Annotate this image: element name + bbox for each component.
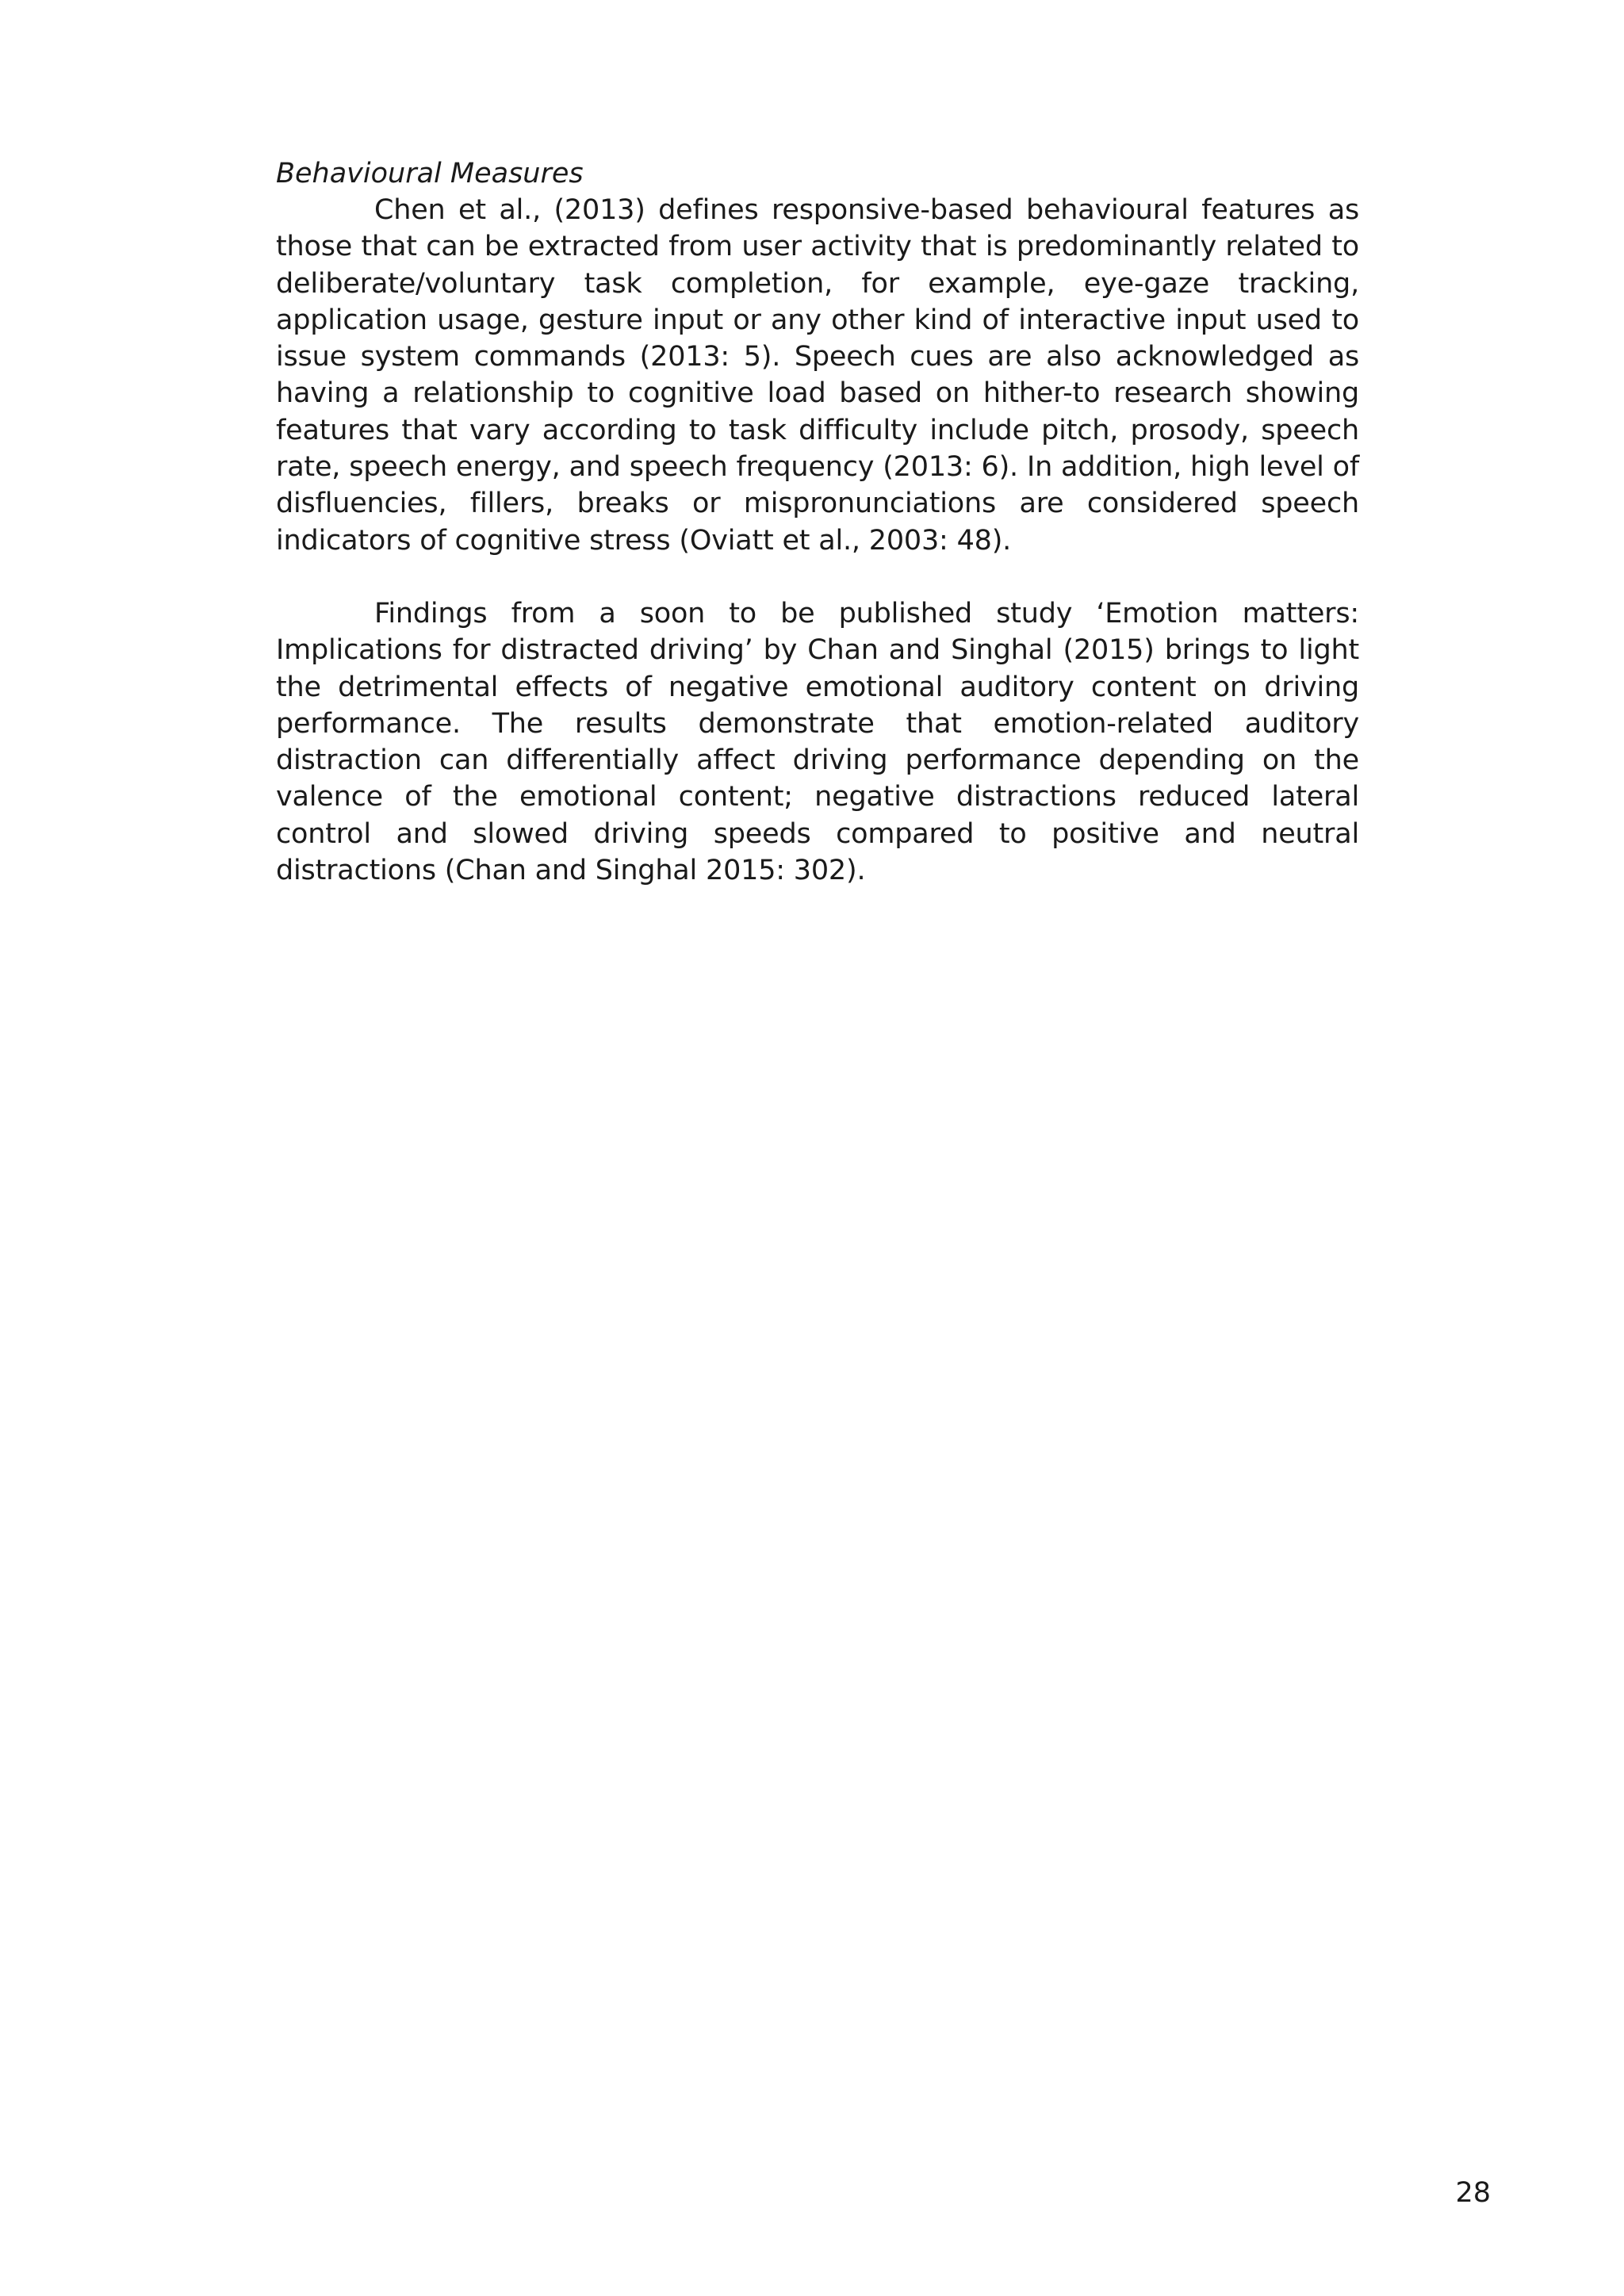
section-heading: Behavioural Measures	[276, 158, 584, 189]
page-number: 28	[1455, 2177, 1491, 2209]
page-body	[276, 155, 1359, 889]
paragraph-emotion-findings: Findings from a soon to be published study ‘Emotion matters: Implications for distracted driving’ by Chan and Singhal (2015) brings to light the detrimental effects of negative emotional auditory content on driving performance. The results demonstrate that emotion-related auditory distraction can differentially affect driving performance depending on the valence of the emotional content; negative distractions reduced lateral control and slowed driving speeds compared to positive and neutral distractions (Chan and Singhal 2015: 302).	[276, 597, 1359, 887]
paragraph-behavioural-features: Chen et al., (2013) defines responsive-based behavioural features as those that can be extracted from user activity that is predominantly related to deliberate/voluntary task completion, for example, eye-gaze tracking, application usage, gesture input or any other kind of interactive input used to issue system commands (2013: 5). Speech cues are also acknowledged as having a relationship to cognitive load based on hither-to research showing features that vary according to task difficulty include pitch, prosody, speech rate, speech energy, and speech frequency (2013: 6). In addition, high level of disfluencies, fillers, breaks or mispronunciations are considered speech indicators of cognitive stress (Oviatt et al., 2003: 48).	[276, 194, 1359, 557]
